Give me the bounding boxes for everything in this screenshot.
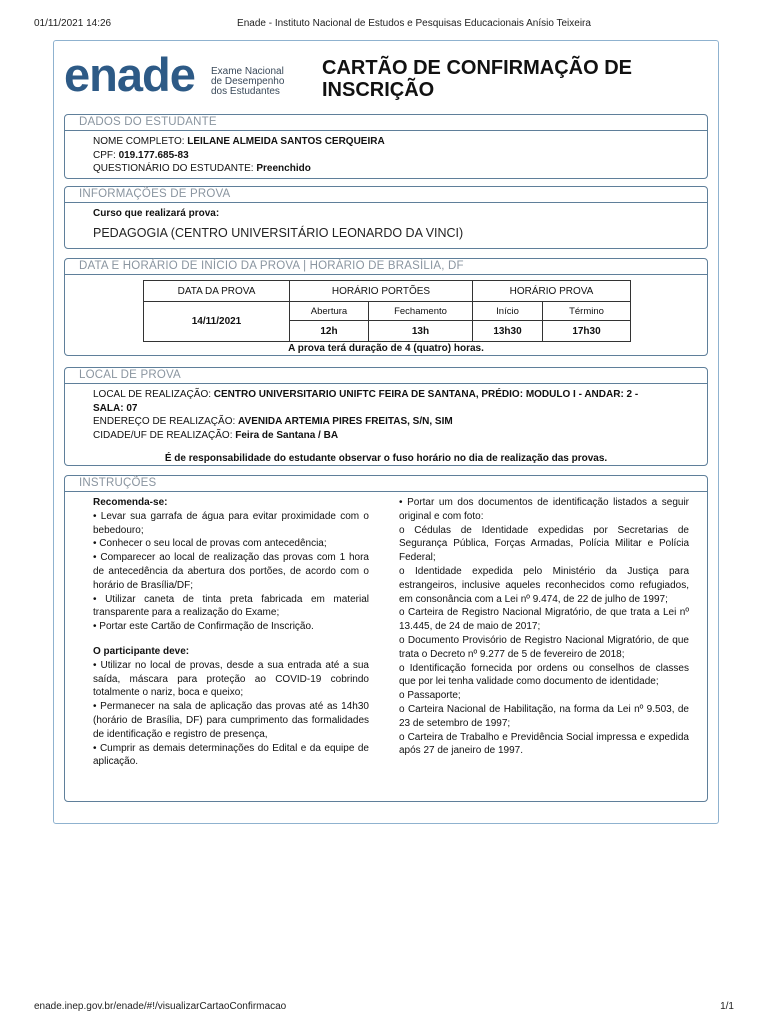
schedule-table (143, 280, 631, 342)
confirmation-card (53, 40, 719, 824)
location-city: Feira de Santana / BA (235, 429, 339, 441)
student-name-row: NOME COMPLETO: LEILANE ALMEIDA SANTOS CERQUEIRA (93, 136, 385, 147)
instructions-left-column (93, 496, 369, 769)
course-name: PEDAGOGIA (CENTRO UNIVERSITÁRIO LEONARDO DA VINCI) (93, 225, 464, 240)
list-item: • Levar sua garrafa de água para evitar proximidade com o bebedouro; (93, 510, 369, 536)
logo-word: enade (64, 48, 195, 101)
list-item: o Carteira de Trabalho e Previdência Social impressa e expedida após 27 de janeiro de 1997. (399, 731, 689, 757)
section-student-data (64, 114, 708, 179)
list-item: • Utilizar caneta de tinta preta fabricada em material transparente para a realização do Exame; (93, 593, 369, 619)
print-datetime: 01/11/2021 14:26 (34, 18, 112, 29)
location-row: LOCAL DE REALIZAÇÃO: CENTRO UNIVERSITARIO UNIFTC FEIRA DE SANTANA, PRÉDIO: MODULO I - ANDAR: 2 - (93, 389, 639, 400)
section-heading: LOCAL DE PROVA (65, 368, 707, 384)
student-questionnaire-row: QUESTIONÁRIO DO ESTUDANTE: Preenchido (93, 163, 311, 174)
list-item: • Utilizar no local de provas, desde a sua entrada até a sua saída, máscara para proteção ao COVID-19 cobrindo totalmente o nariz, boca e queixo; (93, 659, 369, 699)
list-item: • Comparecer ao local de realização das provas com 1 hora de antecedência da abertura dos portões, de acordo com o horário de Brasília/DF; (93, 552, 369, 591)
location-address: AVENIDA ARTEMIA PIRES FREITAS, S/N, SIM (238, 416, 453, 427)
student-cpf-row: CPF: 019.177.685-83 (93, 149, 189, 161)
student-cpf: 019.177.685-83 (118, 149, 189, 161)
logo-subtitle: Exame Nacional de Desempenho dos Estudantes (211, 66, 285, 97)
list-item: o Documento Provisório de Registro Nacional Migratório, de que trata o Decreto nº 9.277 de 5 de fevereiro de 2018; (399, 634, 689, 660)
section-instructions (64, 475, 708, 802)
print-url: enade.inep.gov.br/enade/#!/visualizarCartaoConfirmacao (34, 1001, 287, 1012)
location-name: CENTRO UNIVERSITARIO UNIFTC FEIRA DE SANTANA, PRÉDIO: MODULO I - ANDAR: 2 - (213, 389, 639, 400)
exam-end-time: 17h30 (543, 321, 631, 342)
label-end: Término (543, 302, 631, 321)
list-item: • Portar este Cartão de Confirmação de Inscrição. (93, 621, 314, 633)
gate-closing-time: 13h (369, 321, 473, 342)
list-item: • Permanecer na sala de aplicação das provas até as 14h30 (horário de Brasília, DF) para cumprimento das formalidades de identificação e registro de presença, (93, 701, 369, 740)
list-item: o Identidade expedida pelo Ministério da Justiça para estrangeiros, inclusive aqueles reconhecidos como refugiados, em consonância com a Lei nº 9.474, de 22 de julho de 1997; (399, 565, 689, 605)
section-heading: INSTRUÇÕES (65, 476, 707, 492)
col-header-date: DATA DA PROVA (144, 281, 290, 302)
label-opening: Abertura (290, 302, 369, 321)
exam-date: 14/11/2021 (144, 302, 290, 342)
list-item: o Carteira Nacional de Habilitação, na forma da Lei nº 9.503, de 23 de setembro de 1997; (399, 703, 689, 729)
recommendations-title: Recomenda-se: (93, 497, 168, 508)
list-item: o Cédulas de Identidade expedidas por Secretarias de Segurança Pública, Forças Armadas, Polícia Militar e Polícia Federal; (399, 524, 689, 564)
exam-duration: A prova terá duração de 4 (quatro) horas. (288, 343, 484, 354)
location-room: SALA: 07 (93, 402, 138, 414)
instructions-right-column (399, 496, 689, 758)
label-start: Início (473, 302, 543, 321)
section-exam-schedule (64, 258, 708, 356)
list-item: o Carteira de Registro Nacional Migratório, de que trata a Lei nº 13.445, de 24 de maio de 2017; (399, 607, 689, 633)
student-name: LEILANE ALMEIDA SANTOS CERQUEIRA (187, 136, 385, 147)
list-item: • Cumprir as demais determinações do Edital e da equipe de aplicação. (93, 742, 369, 768)
enade-logo (64, 48, 294, 103)
timezone-notice: É de responsabilidade do estudante observar o fuso horário no dia de realização das provas. (164, 453, 608, 464)
label-closing: Fechamento (369, 302, 473, 321)
card-title: CARTÃO DE CONFIRMAÇÃO DE INSCRIÇÃO (322, 57, 632, 101)
print-page-number: 1/1 (720, 1001, 734, 1012)
exam-start-time: 13h30 (473, 321, 543, 342)
list-item: • Portar um dos documentos de identificação listados a seguir original e com foto: (399, 497, 689, 522)
list-item: o Identificação fornecida por ordens ou conselhos de classes que por lei tenha validade como documento de identidade; (399, 662, 689, 688)
gate-opening-time: 12h (290, 321, 369, 342)
section-exam-location (64, 367, 708, 466)
section-heading: INFORMAÇÕES DE PROVA (65, 187, 707, 203)
col-header-gates: HORÁRIO PORTÕES (290, 281, 473, 302)
list-item: o Passaporte; (399, 690, 461, 702)
section-exam-info (64, 186, 708, 249)
city-row: CIDADE/UF DE REALIZAÇÃO: Feira de Santana / BA (93, 429, 339, 441)
section-heading: DATA E HORÁRIO DE INÍCIO DA PROVA | HORÁRIO DE BRASÍLIA, DF (65, 259, 707, 275)
questionnaire-status: Preenchido (256, 163, 311, 174)
col-header-exam-time: HORÁRIO PROVA (473, 281, 631, 302)
address-row: ENDEREÇO DE REALIZAÇÃO: AVENIDA ARTEMIA PIRES FREITAS, S/N, SIM (93, 416, 453, 427)
list-item: • Conhecer o seu local de provas com antecedência; (93, 538, 327, 550)
print-page-title: Enade - Instituto Nacional de Estudos e Pesquisas Educacionais Anísio Teixeira (237, 18, 591, 29)
course-label: Curso que realizará prova: (93, 208, 220, 219)
section-heading: DADOS DO ESTUDANTE (65, 115, 707, 131)
participant-title: O participante deve: (93, 645, 190, 657)
